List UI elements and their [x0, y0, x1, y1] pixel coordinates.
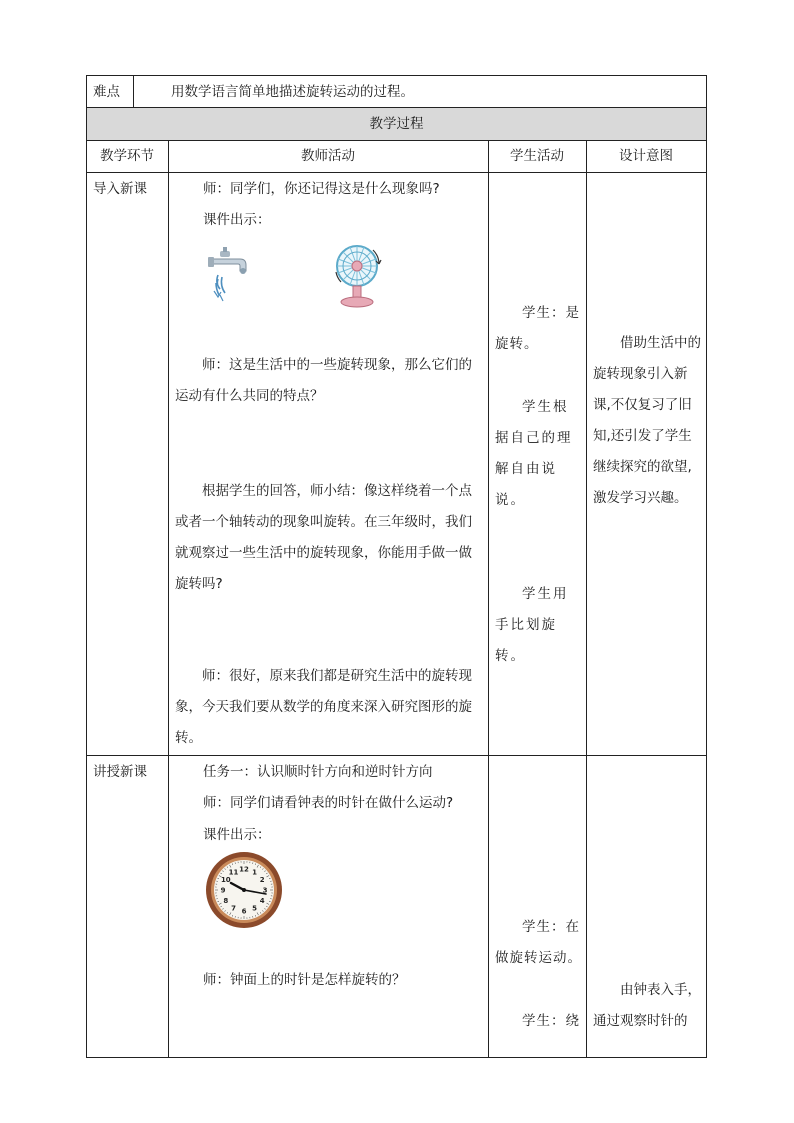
clock-number: 10 — [220, 876, 231, 884]
stage-new-lesson: 讲授新课 — [93, 764, 147, 780]
clock-number: 3 — [262, 886, 268, 895]
electric-fan-icon — [333, 242, 385, 310]
header-teacher: 教师活动 — [301, 148, 355, 164]
table-border — [86, 107, 707, 108]
table-border — [86, 75, 707, 76]
teacher-intro-p4: 根据学生的回答，师小结：像这样绕着一个点或者一个轴转动的现象叫旋转。在三年级时，我们就观察过一些生活中的旋转现象，你能用手做一做旋转吗? — [175, 483, 472, 592]
difficulty-text: 用数学语言简单地描述旋转运动的过程。 — [171, 84, 414, 100]
table-border — [86, 140, 707, 141]
table-border — [86, 755, 707, 756]
clock-number: 9 — [220, 886, 226, 895]
student-intro-s1: 学生：是旋转。 — [495, 305, 580, 352]
header-stage: 教学环节 — [100, 148, 154, 164]
design-intro: 借助生活中的旋转现象引入新课,不仅复习了旧知,还引发了学生继续探究的欲望,激发学习兴趣。 — [593, 335, 701, 506]
student-lesson-s2: 学生：绕 — [522, 1013, 580, 1029]
clock-number: 7 — [231, 904, 236, 913]
process-title: 教学过程 — [369, 116, 424, 132]
header-student: 学生活动 — [510, 148, 564, 164]
clock-number: 1 — [252, 868, 257, 877]
wall-clock-icon — [204, 850, 284, 930]
teacher-intro-p3: 师：这是生活中的一些旋转现象，那么它们的运动有什么共同的特点？ — [175, 357, 472, 404]
teacher-intro-p5: 师：很好，原来我们都是研究生活中的旋转现象，今天我们要从数学的角度来深入研究图形的旋转。 — [175, 668, 472, 746]
teacher-lesson-p4: 师：钟面上的时针是怎样旋转的？ — [203, 972, 406, 988]
clock-number: 5 — [252, 904, 257, 913]
student-lesson-s1: 学生：在做旋转运动。 — [495, 919, 582, 966]
teacher-lesson-p2: 师：同学们请看钟表的时针在做什么运动? — [203, 795, 454, 811]
stage-intro: 导入新课 — [93, 181, 147, 197]
header-design: 设计意图 — [619, 148, 673, 164]
difficulty-label: 难点 — [93, 84, 120, 100]
clock-number: 11 — [228, 868, 239, 877]
table-border — [488, 140, 489, 1057]
table-border — [133, 75, 134, 107]
lesson-plan-table — [86, 75, 707, 1058]
teacher-lesson-p3: 课件出示： — [203, 827, 271, 843]
teacher-intro-p2: 课件出示： — [203, 212, 271, 228]
design-lesson: 由钟表入手，通过观察时针的 — [593, 982, 701, 1029]
student-intro-s3: 学生用手比划旋转。 — [495, 586, 569, 664]
clock-number: 12 — [239, 865, 249, 874]
teacher-lesson-p1: 任务一：认识顺时针方向和逆时针方向 — [203, 764, 433, 780]
table-border — [86, 1057, 707, 1058]
student-intro-s2: 学生根据自己的理解自由说说。 — [495, 399, 573, 508]
table-border — [86, 75, 87, 1058]
table-border — [586, 140, 587, 1057]
teacher-intro-p1: 师：同学们，你还记得这是什么现象吗? — [203, 181, 440, 197]
table-border — [86, 172, 707, 173]
clock-number: 2 — [259, 876, 265, 884]
clock-number: 6 — [241, 907, 247, 916]
faucet-icon — [206, 245, 252, 303]
clock-number: 4 — [259, 897, 265, 905]
table-border — [168, 140, 169, 1057]
clock-number: 8 — [223, 897, 229, 905]
table-border — [706, 75, 707, 1058]
